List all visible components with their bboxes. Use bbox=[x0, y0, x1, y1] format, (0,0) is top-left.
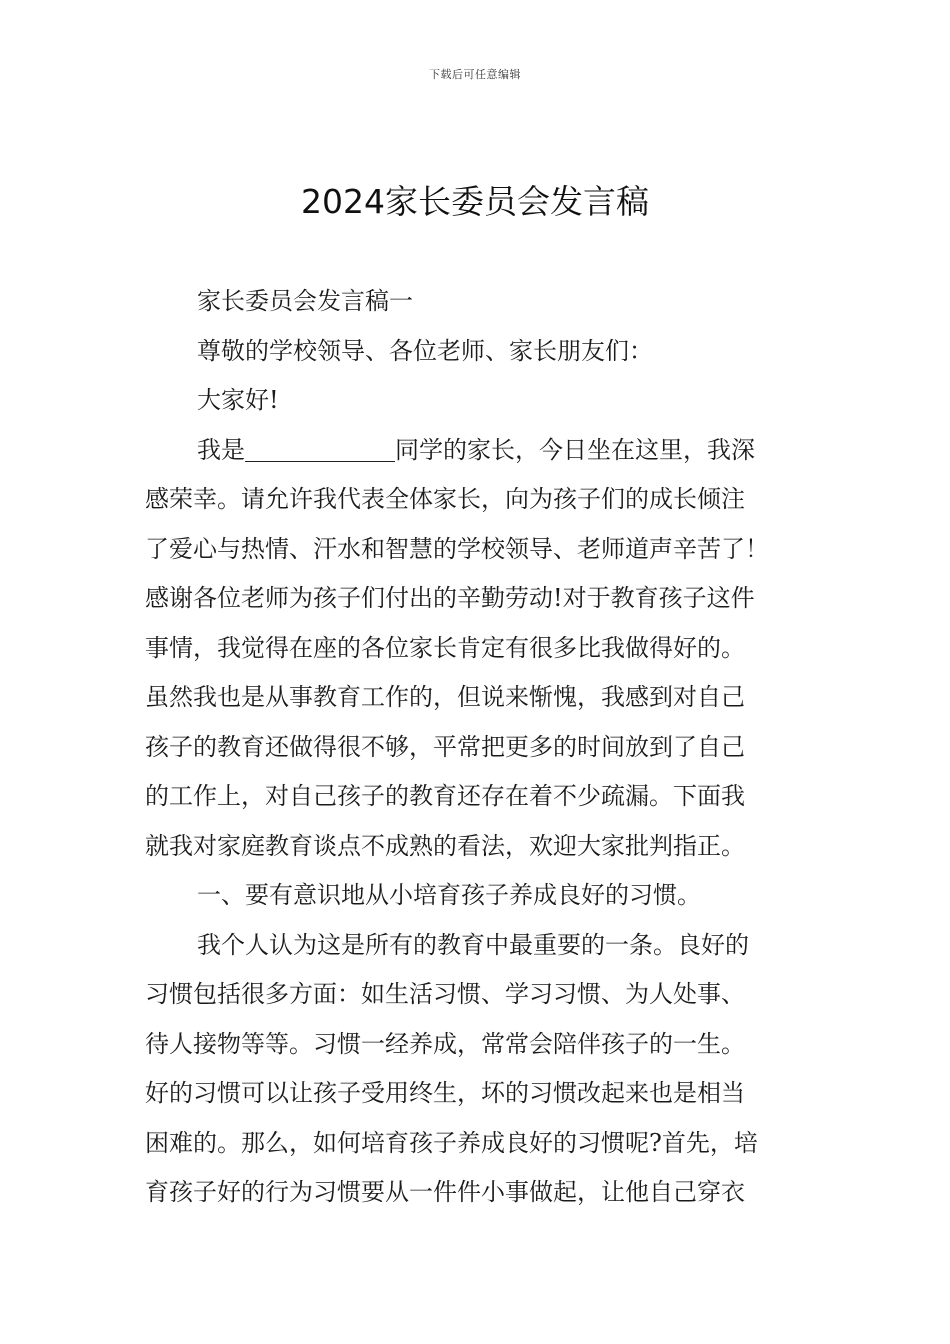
paragraph-line: 好的习惯可以让孩子受用终生，坏的习惯改起来也是相当 bbox=[145, 1079, 745, 1107]
paragraph-text: 同学的家长，今日坐在这里，我深 bbox=[395, 435, 755, 464]
paragraph-text: 我是 bbox=[197, 435, 245, 464]
paragraph-line: 事情，我觉得在座的各位家长肯定有很多比我做得好的。 bbox=[145, 633, 745, 662]
paragraph-line: 我个人认为这是所有的教育中最重要的一条。良好的 bbox=[197, 930, 749, 959]
paragraph-line: 孩子的教育还做得很不够，平常把更多的时间放到了自己 bbox=[145, 732, 745, 761]
fill-in-blank bbox=[245, 433, 395, 462]
paragraph-line: 育孩子好的行为习惯要从一件件小事做起，让他自己穿衣 bbox=[145, 1178, 745, 1206]
paragraph-line: 感谢各位老师为孩子们付出的辛勤劳动!对于教育孩子这件 bbox=[145, 584, 755, 612]
section-heading: 家长委员会发言稿一 bbox=[197, 287, 413, 315]
paragraph-line: 困难的。那么，如何培育孩子养成良好的习惯呢?首先，培 bbox=[145, 1128, 758, 1157]
document-title: 2024家长委员会发言稿 bbox=[301, 182, 649, 221]
subheading: 一、要有意识地从小培育孩子养成良好的习惯。 bbox=[197, 881, 701, 909]
paragraph-line: 感荣幸。请允许我代表全体家长，向为孩子们的成长倾注 bbox=[145, 485, 745, 513]
header-note: 下载后可任意编辑 bbox=[429, 68, 521, 81]
salutation: 尊敬的学校领导、各位老师、家长朋友们： bbox=[197, 336, 653, 365]
paragraph-line: 的工作上，对自己孩子的教育还存在着不少疏漏。下面我 bbox=[145, 782, 745, 810]
paragraph-line: 虽然我也是从事教育工作的，但说来惭愧，我感到对自己 bbox=[145, 683, 745, 711]
paragraph-line: 习惯包括很多方面：如生活习惯、学习习惯、为人处事、 bbox=[145, 980, 745, 1008]
greeting: 大家好! bbox=[197, 386, 279, 414]
paragraph-line: 了爱心与热情、汗水和智慧的学校领导、老师道声辛苦了！ bbox=[145, 534, 769, 563]
document-body bbox=[145, 277, 807, 1218]
paragraph-line: 就我对家庭教育谈点不成熟的看法，欢迎大家批判指正。 bbox=[145, 831, 745, 860]
paragraph-line bbox=[145, 426, 807, 476]
paragraph-line: 待人接物等等。习惯一经养成，常常会陪伴孩子的一生。 bbox=[145, 1029, 745, 1058]
